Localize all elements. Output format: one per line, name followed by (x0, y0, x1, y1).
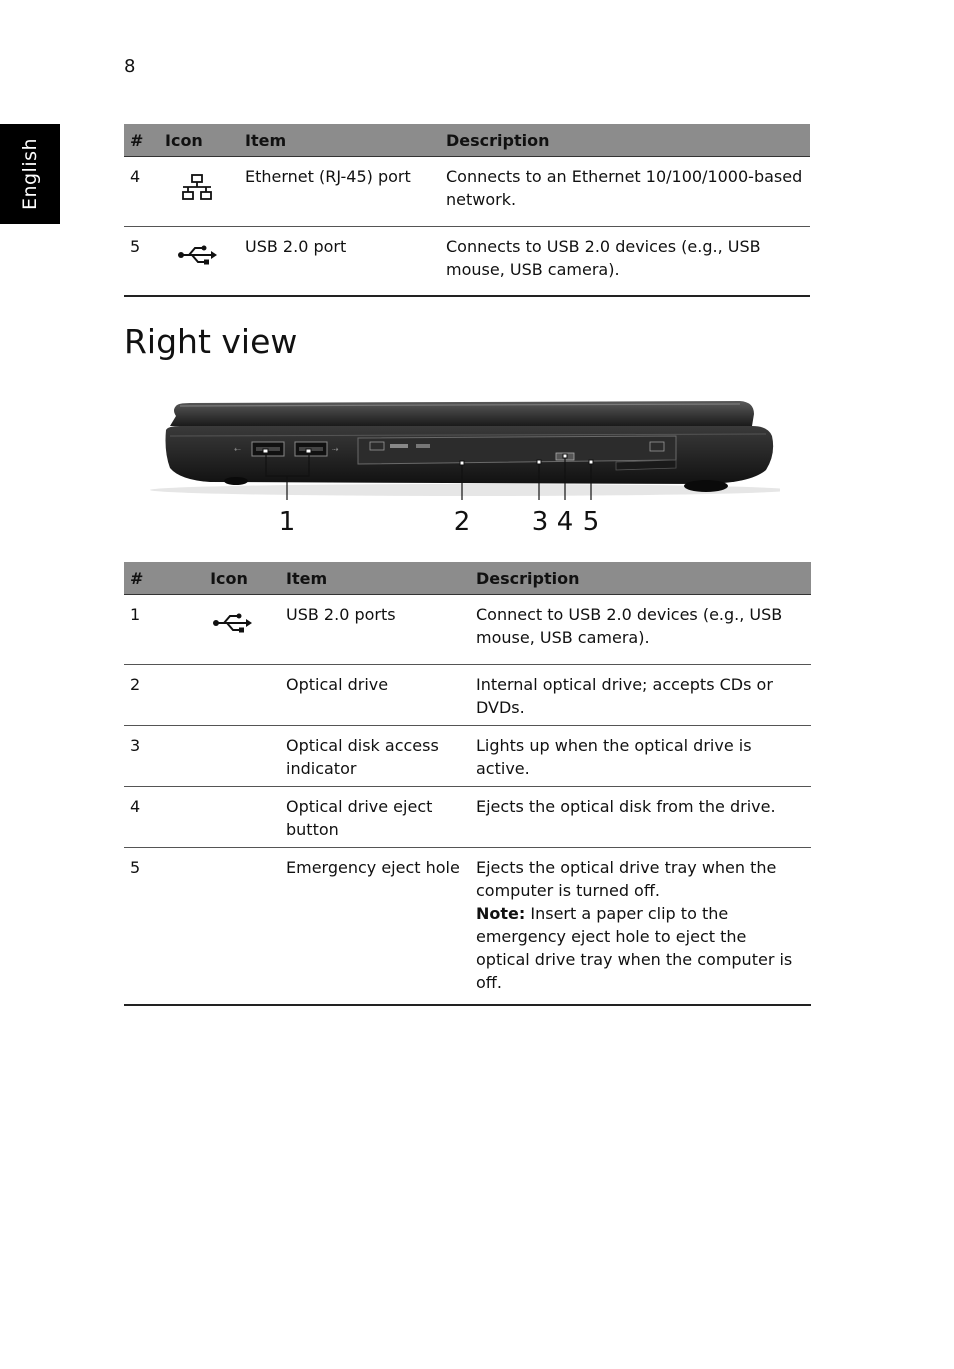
row-description: Connects to USB 2.0 devices (e.g., USB mouse, USB camera). (440, 227, 810, 296)
laptop-right-view-figure (140, 392, 780, 542)
row-item: Optical drive (280, 665, 470, 726)
section-title: Right view (124, 322, 298, 361)
row-num: 1 (124, 595, 178, 665)
header-num: # (124, 562, 178, 595)
callout-3: 3 (531, 507, 549, 537)
callout-5: 5 (582, 507, 600, 537)
ports-table-left (124, 124, 810, 297)
row-description: Ejects the optical disk from the drive. (470, 787, 811, 848)
row-item: Ethernet (RJ-45) port (239, 157, 440, 227)
row-num: 4 (124, 157, 159, 227)
row-item: Emergency eject hole (280, 848, 470, 1006)
header-description: Description (470, 562, 811, 595)
note-label: Note: (476, 904, 526, 923)
note-text: Insert a paper clip to the emergency eject hole to eject the optical drive tray when the computer is off. (476, 904, 793, 992)
right-view-table (124, 562, 811, 1006)
table-header-row (124, 124, 810, 157)
ethernet-icon (179, 173, 215, 203)
row-description: Connects to an Ethernet 10/100/1000-based network. (440, 157, 810, 227)
header-item: Item (239, 124, 440, 157)
row-description: Internal optical drive; accepts CDs or DVDs. (470, 665, 811, 726)
header-icon: Icon (159, 124, 239, 157)
page-number: 8 (124, 56, 136, 77)
header-description: Description (440, 124, 810, 157)
svg-text:⇢: ⇢ (332, 445, 339, 454)
table-row (124, 157, 810, 227)
svg-text:⇠: ⇠ (234, 445, 241, 454)
row-description: Ejects the optical drive tray when the computer is turned off. (476, 858, 777, 900)
table-row (124, 787, 811, 848)
callout-4: 4 (556, 507, 574, 537)
usb-icon (177, 243, 217, 267)
header-num: # (124, 124, 159, 157)
row-item: Optical drive eject button (280, 787, 470, 848)
header-item: Item (280, 562, 470, 595)
table-row (124, 726, 811, 787)
row-num: 2 (124, 665, 178, 726)
usb-icon (212, 611, 252, 635)
row-item: USB 2.0 ports (280, 595, 470, 665)
language-tab-label: English (19, 137, 42, 211)
row-num: 4 (124, 787, 178, 848)
row-item: Optical disk access indicator (280, 726, 470, 787)
callout-2: 2 (453, 507, 471, 537)
table-row (124, 595, 811, 665)
row-description: Lights up when the optical drive is active. (470, 726, 811, 787)
row-item: USB 2.0 port (239, 227, 440, 296)
table-header-row (124, 562, 811, 595)
row-num: 3 (124, 726, 178, 787)
callout-1: 1 (278, 507, 296, 537)
language-tab (0, 124, 60, 224)
row-description: Connect to USB 2.0 devices (e.g., USB mouse, USB camera). (470, 595, 811, 665)
row-num: 5 (124, 848, 178, 1006)
row-num: 5 (124, 227, 159, 296)
row-description-with-note (470, 848, 811, 1006)
header-icon: Icon (178, 562, 280, 595)
table-row (124, 848, 811, 1006)
table-row (124, 227, 810, 296)
table-row (124, 665, 811, 726)
